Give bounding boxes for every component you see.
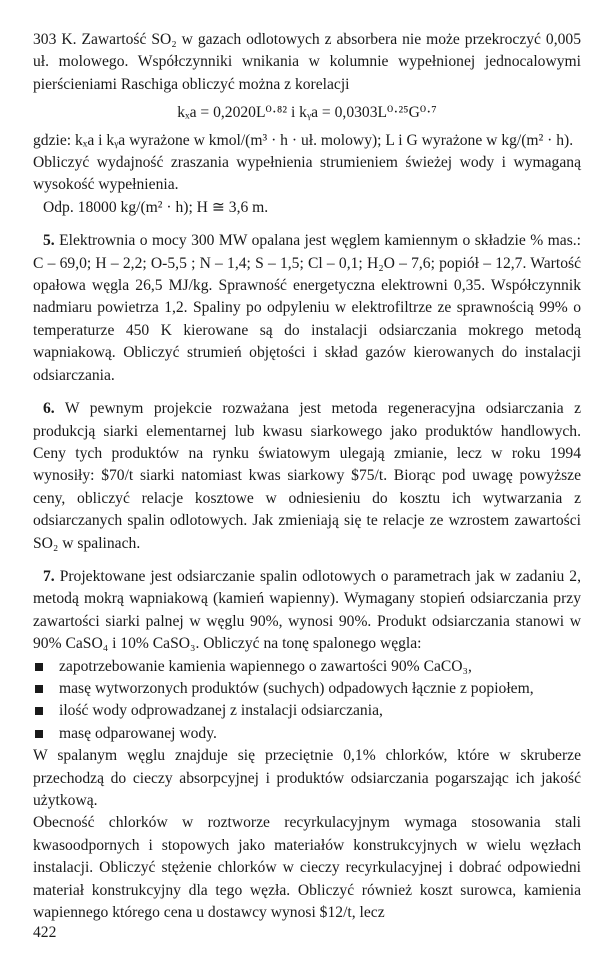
problem-7 (33, 566, 581, 656)
list-item: masę wytworzonych produktów (suchych) odpadowych łącznie z popiołem, (33, 678, 581, 700)
page-number: 422 (33, 924, 57, 941)
task-paragraph: Obliczyć wydajność zraszania wypełnienia strumieniem świeżej wody i wymaganą wysokość wypełnienia. (33, 154, 581, 194)
chlorides-paragraph: W spalanym węglu znajduje się przeciętnie 0,1% chlorków, które w skruberze przechodzą do cieczy absorpcyjnej i produktów odsiarczania pogarszając ich jakość użytkową. (33, 747, 581, 809)
bullet-list (33, 656, 581, 746)
units-paragraph: gdzie: kₓa i kᵧa wyrażone w kmol/(m³ · h · uł. molowy); L i G wyrażone w kg/(m² · h). (33, 131, 574, 149)
problem-5 (33, 230, 581, 387)
list-item: ilość wody odprowadzanej z instalacji odsiarczania, (33, 700, 581, 722)
list-item: masę odparowanej wody. (33, 723, 581, 745)
problem-5-text: Elektrownia o mocy 300 MW opalana jest węglem kamiennym o składzie % mas.: C – 69,0; H – 2,2; O-5,5 ; N – 1,4; S – 1,5; Cl – 0,1; H₂O – 7,6; popiół – 12,7. Wartość opałowa węgla 26,5 MJ/kg. Sprawność energetyczna elektrowni 0,35. Współczynnik nadmiaru powietrza 1,2. Spaliny po odpyleniu w elektrofiltrze ze sprawnością 99% o temperaturze 450 K kierowane są do instalacji odsiarczania mokrego metodą wapniakową. Obliczyć strumień objętości i skład gazów kierowanych do instalacji odsiarczania. (33, 232, 581, 384)
intro-paragraph: 303 K. Zawartość SO₂ w gazach odlotowych z absorbera nie może przekroczyć 0,005 uł. molowego. Współczynniki wnikania w kolumnie wypełnionej jednocalowymi pierścieniami Raschiga obliczyć można z korelacji (33, 31, 581, 93)
problem-6-number: 6. (43, 400, 55, 418)
materials-paragraph: Obecność chlorków w roztworze recyrkulacyjnym wymaga stosowania stali kwasoodpornych i stopowych jako materiałów konstrukcyjnych w wielu węzłach instalacji. Obliczyć stężenie chlorków w cieczy recyrkulacyjnej i dobrać odpowiedni materiał konstrukcyjny dla tego węzła. Obliczyć również koszt surowca, kamienia wapiennego którego cena u dostawcy wynosi $12/t, lecz (33, 814, 581, 922)
page-body (33, 29, 581, 924)
problem-6 (33, 398, 581, 555)
problem-6-text: W pewnym projekcie rozważana jest metoda regeneracyjna odsiarczania z produkcją siarki elementarnej lub kwasu siarkowego jako produktów handlowych. Ceny tych produktów na rynku światowym ulegają zmianie, lecz w roku 1994 wynosiły: $70/t siarki natomiast kwas siarkowy $75/t. Biorąc pod uwagę powyższe ceny, obliczyć relacje kosztowe w odniesieniu do kosztu ich wytwarzania z odsiarczanych spalin odlotowych. Jak zmieniają się te relacje ze wzrostem zawartości SO₂ w spalinach. (33, 400, 581, 552)
problem-5-number: 5. (43, 232, 55, 250)
list-item: zapotrzebowanie kamienia wapiennego o zawartości 90% CaCO₃, (33, 656, 581, 678)
answer-line: Odp. 18000 kg/(m² · h); H ≅ 3,6 m. (43, 198, 269, 216)
problem-7-text: Projektowane jest odsiarczanie spalin odlotowych o parametrach jak w zadaniu 2, metodą mokrą wapniakową (kamień wapienny). Wymagany stopień odsiarczania przy zawartości siarki palnej w węglu 90%, wynosi 90%. Produkt odsiarczania stanowi w 90% CaSO₄ i 10% CaSO₃. Obliczyć na tonę spalonego węgla: (33, 567, 581, 653)
problem-7-number: 7. (43, 567, 55, 585)
correlation-formula: kₓa = 0,2020L⁰·⁸² i kᵧa = 0,0303L⁰·²⁵G⁰·⁷ (177, 104, 437, 122)
